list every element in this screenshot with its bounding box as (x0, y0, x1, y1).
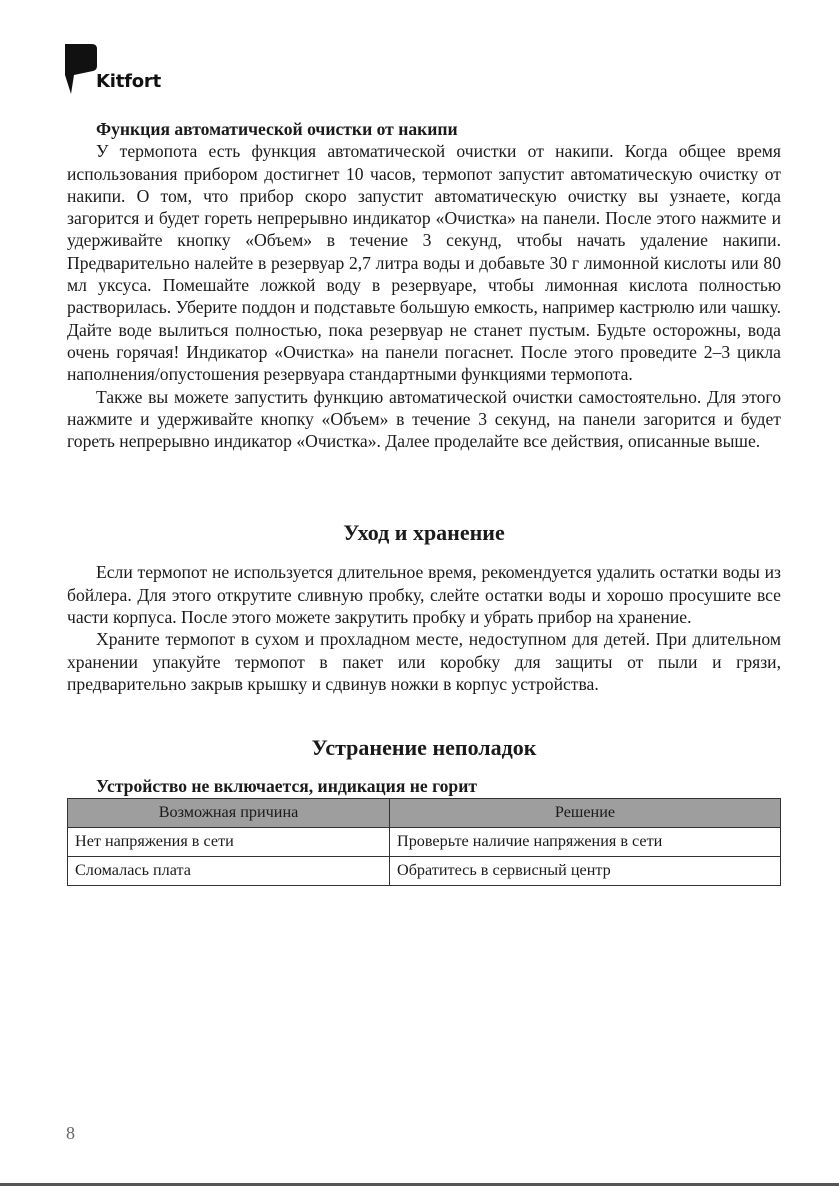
table-cell-solution: Проверьте наличие напряжения в сети (390, 827, 781, 856)
brand-logo (65, 44, 161, 94)
table-row (68, 856, 781, 885)
table-header-cause: Возможная причина (68, 798, 390, 827)
kitfort-logo-icon (65, 44, 97, 94)
table-cell-solution: Обратитесь в сервисный центр (390, 856, 781, 885)
care-heading: Уход и хранение (343, 520, 505, 546)
troubleshooting-subheading: Устройство не включается, индикация не горит (96, 776, 477, 797)
care-paragraph-1: Если термопот не используется длительное время, рекомендуется удалить остатки воды из бойлера. Для этого открутите сливную пробку, слейте остатки воды и хорошо просушите все части корпуса. После этого можете закрутить пробку и убрать прибор на хранение. (67, 562, 781, 628)
troubleshooting-table (67, 798, 781, 886)
table-header-row (68, 798, 781, 827)
table-cell-cause: Сломалась плата (68, 856, 390, 885)
table-header-solution: Решение (390, 798, 781, 827)
care-paragraph-2: Храните термопот в сухом и прохладном месте, недоступном для детей. При длительном хранении упакуйте термопот в пакет или коробку для защиты от пыли и грязи, предварительно закрыв крышку и сдвинув ножки в корпус устройства. (67, 629, 781, 694)
descale-paragraph-1: У термопота есть функция автоматической очистки от накипи. Когда общее время использования прибором достигнет 10 часов, термопот запустит автоматическую очистку от накипи. О том, что прибор скоро запустит автоматическую очистку вы узнаете, когда загорится и будет гореть непрерывно индикатор «Очистка» на панели. После этого нажмите и удерживайте кнопку «Объем» в течение 3 секунд, чтобы начать удаление накипи. Предварительно налейте в резервуар 2,7 литра воды и добавьте 30 г лимонной кислоты или 80 мл уксуса. Помешайте ложкой воду в резервуаре, чтобы лимонная кислота полностью растворилась. Уберите поддон и подставьте большую емкость, например кастрюлю или чашку. Дайте воде вылиться полностью, пока резервуар не станет пустым. Будьте осторожны, вода очень горячая! Индикатор «Очистка» на панели погаснет. После этого проведите 2–3 цикла наполнения/опустошения резервуара стандартными функциями термопота. (67, 141, 781, 385)
page-number: 8 (66, 1123, 75, 1143)
table-cell-cause: Нет напряжения в сети (68, 827, 390, 856)
descale-title: Функция автоматической очистки от накипи (96, 119, 458, 139)
descale-paragraph-2: Также вы можете запустить функцию автоматической очистки самостоятельно. Для этого нажмите и удерживайте кнопку «Объем» в течение 3 секунд, на панели загорится и будет гореть непрерывно индикатор «Очистка». Далее проделайте все действия, описанные выше. (67, 386, 781, 452)
troubleshooting-heading: Устранение неполадок (311, 735, 537, 761)
table-row (68, 827, 781, 856)
brand-name: Kitfort (96, 71, 162, 92)
page-content (67, 118, 781, 886)
